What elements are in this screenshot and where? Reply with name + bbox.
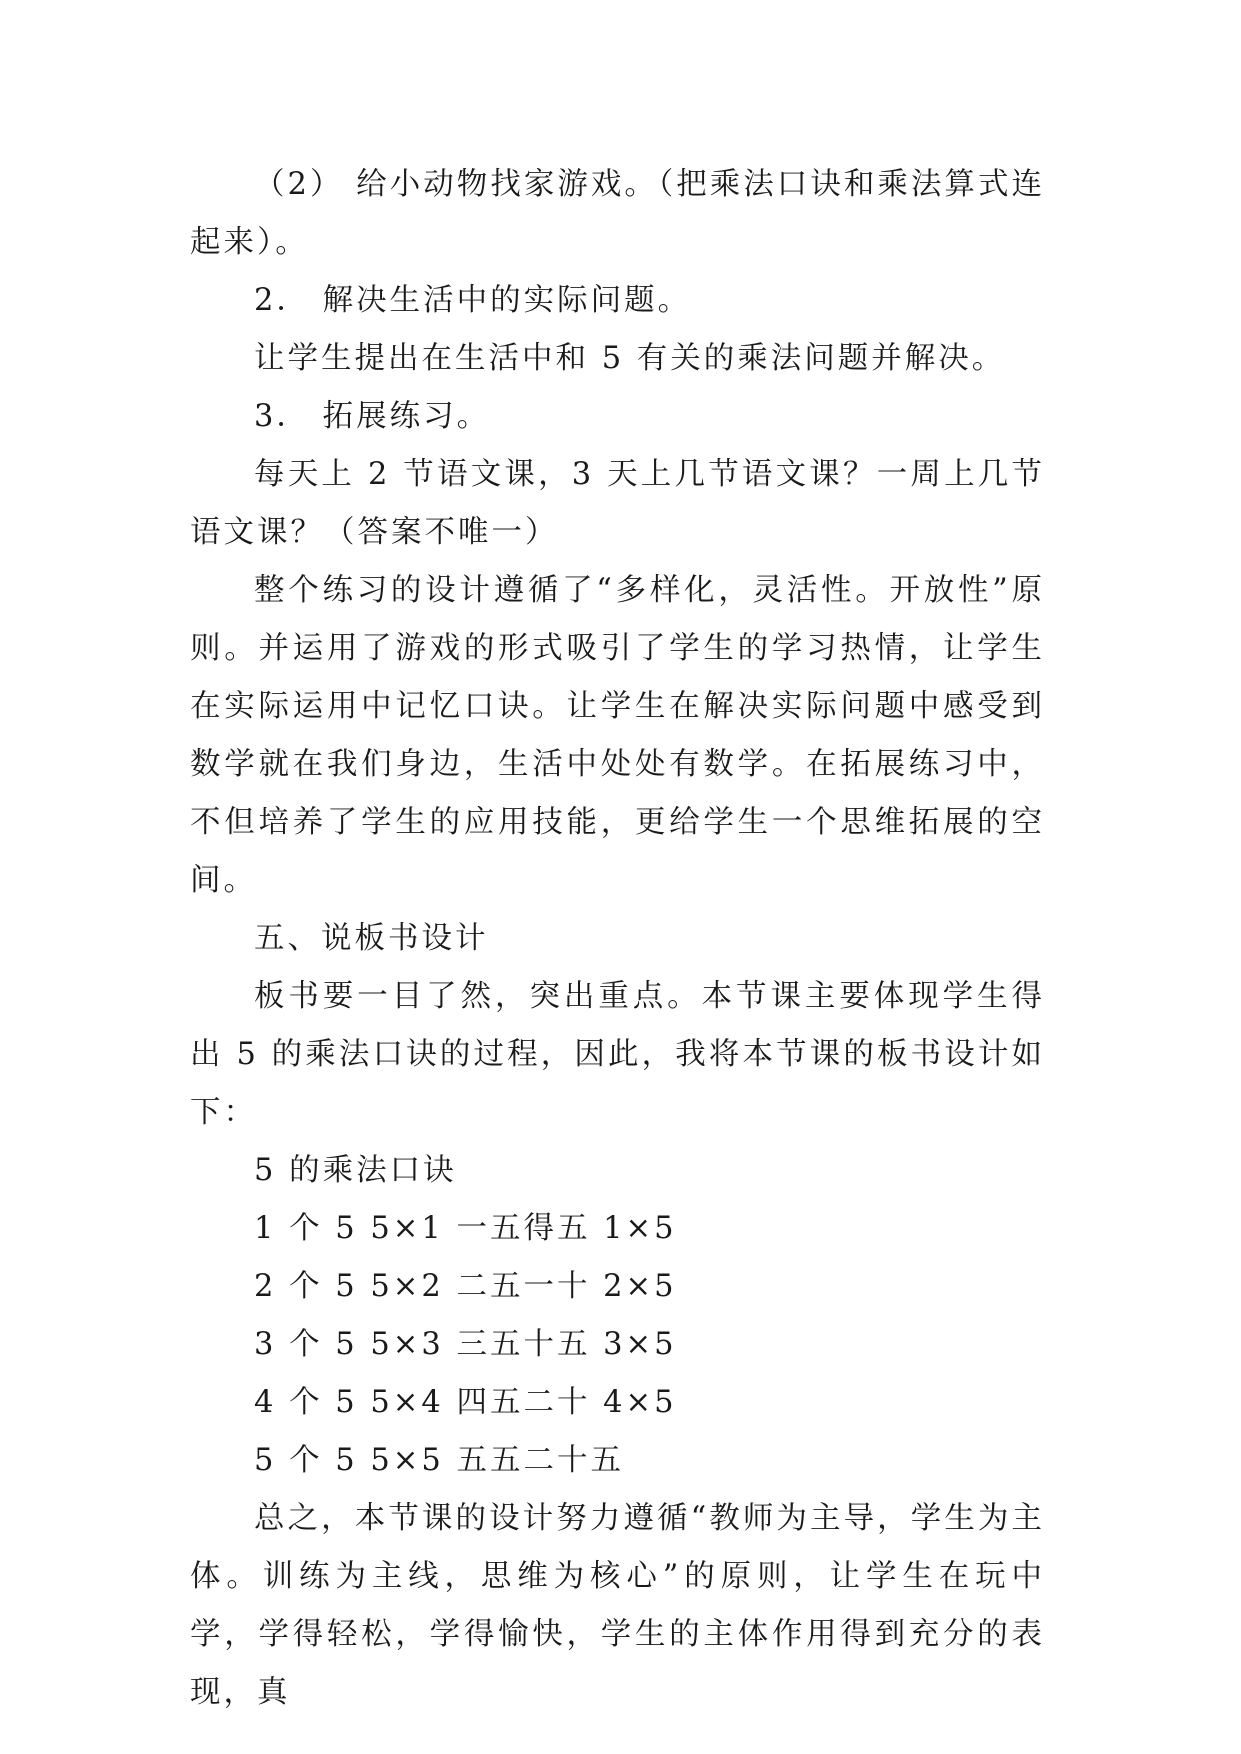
- board-row: 5 个 5 5×5 五五二十五: [254, 1443, 624, 1478]
- paragraph-conclusion: 总之，本节课的设计努力遵循“教师为主导，学生为主体。训练为主线，思维为核心”的原则，让学生在玩中学，学得轻松，学得愉快，学生的主体作用得到充分的表现，真: [190, 1501, 1045, 1710]
- paragraph-real-problems: 让学生提出在生活中和 5 有关的乘法问题并解决。: [254, 341, 1006, 376]
- board-row: 3 个 5 5×3 三五十五 3×5: [254, 1327, 677, 1362]
- paragraph-game: （2） 给小动物找家游戏。（把乘法口诀和乘法算式连起来）。: [190, 167, 1045, 260]
- board-row: 1 个 5 5×1 一五得五 1×5: [254, 1211, 677, 1246]
- paragraph-exercise-design: 整个练习的设计遵循了“多样化，灵活性。开放性”原则。并运用了游戏的形式吸引了学生的学习热情，让学生在实际运用中记忆口诀。让学生在解决实际问题中感受到数学就在我们身边，生活中处处有数学。在拓展练习中，不但培养了学生的应用技能，更给学生一个思维拓展的空间。: [190, 573, 1045, 898]
- board-title: 5 的乘法口诀: [254, 1153, 457, 1188]
- paragraph-heading-3: 3． 拓展练习。: [254, 399, 491, 434]
- paragraph-heading-2: 2． 解决生活中的实际问题。: [254, 283, 692, 318]
- board-row: 2 个 5 5×2 二五一十 2×5: [254, 1269, 677, 1304]
- paragraph-extension-exercise: 每天上 2 节语文课，3 天上几节语文课？一周上几节语文课？（答案不唯一）: [190, 457, 1045, 550]
- document-body: [190, 156, 1045, 1722]
- section-heading-board-design: 五、说板书设计: [254, 921, 489, 956]
- paragraph-board-intro: 板书要一目了然，突出重点。本节课主要体现学生得出 5 的乘法口诀的过程，因此，我将本节课的板书设计如下：: [190, 979, 1045, 1130]
- board-row: 4 个 5 5×4 四五二十 4×5: [254, 1385, 677, 1420]
